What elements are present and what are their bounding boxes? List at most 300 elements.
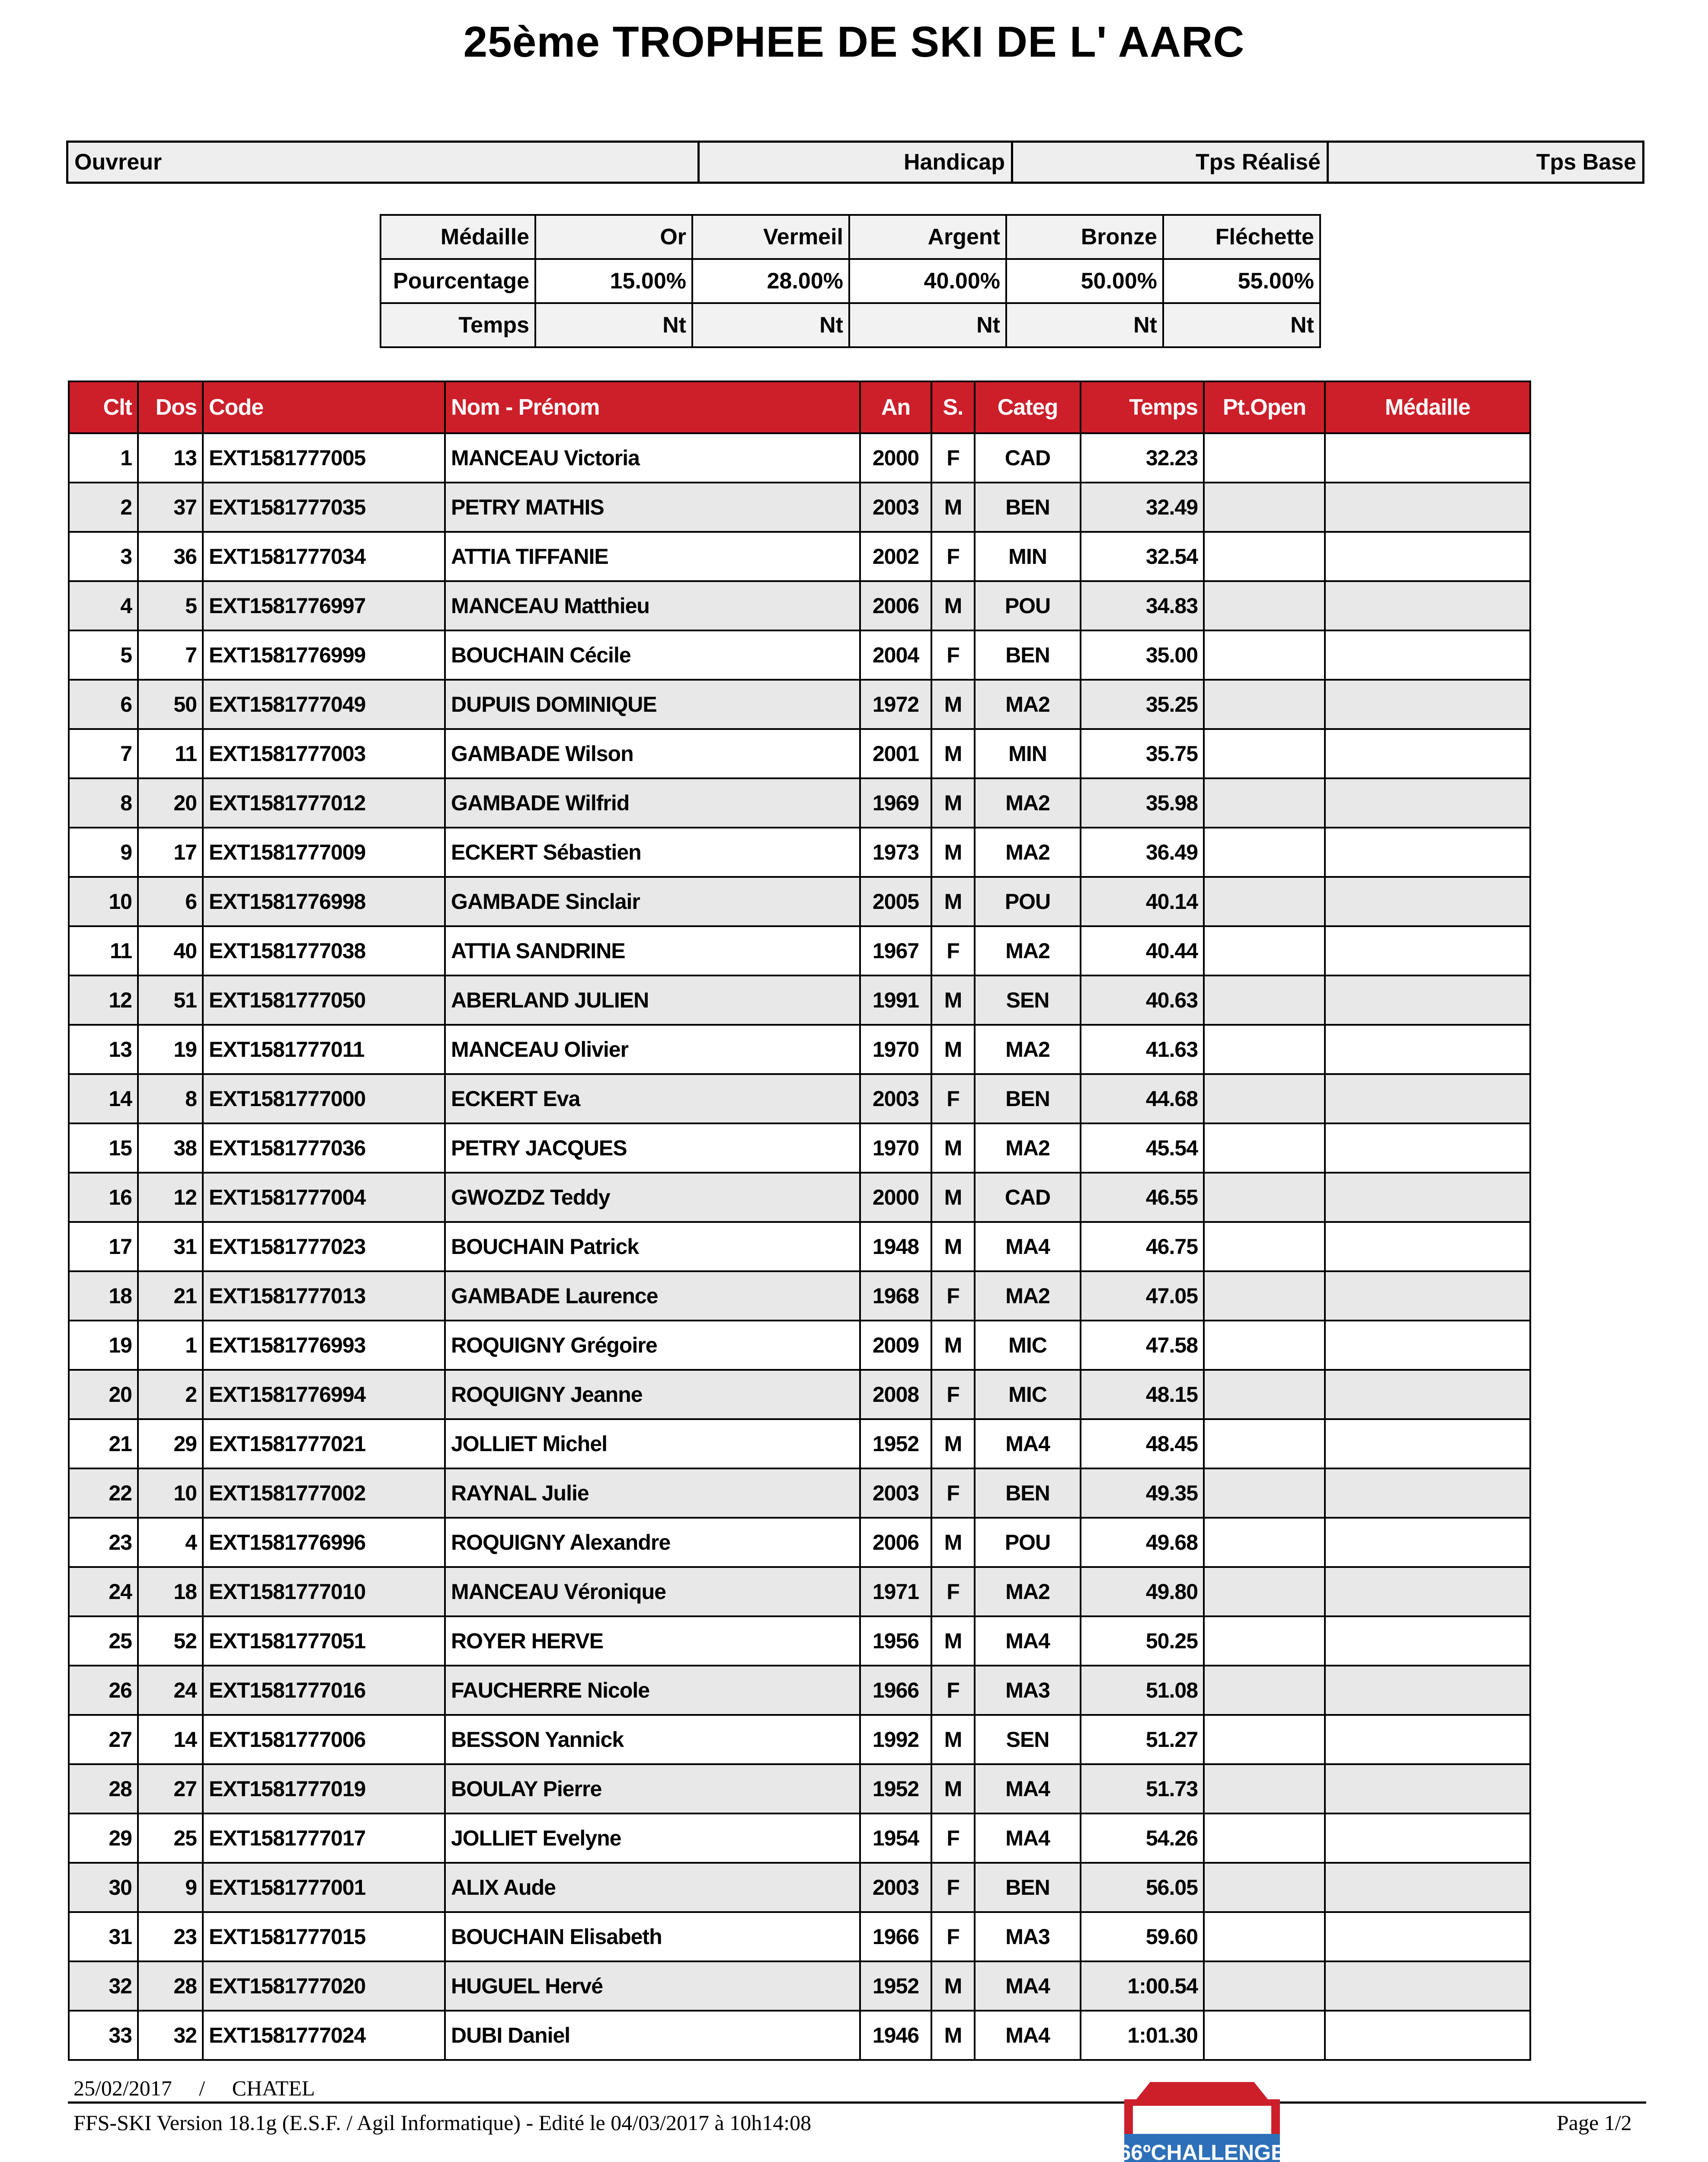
cell-sex: M [931,1764,975,1813]
cell-category: BEN [975,1863,1081,1912]
cell-name: GAMBADE Laurence [445,1271,860,1321]
cell-sex: F [931,532,975,581]
cell-clt: 10 [69,877,138,926]
medal-cell: Vermeil [692,215,849,259]
cell-medal [1325,630,1530,680]
cell-sex: M [931,828,975,877]
cell-year: 2001 [860,729,931,778]
cell-category: MIN [975,532,1081,581]
medal-cell: Nt [1163,303,1320,347]
cell-year: 1948 [860,1222,931,1271]
tps-base-label: Tps Base [1536,150,1636,175]
cell-category: MA2 [975,1123,1081,1173]
cell-pt-open [1204,1321,1325,1370]
cell-clt: 1 [69,433,138,483]
cell-clt: 26 [69,1666,138,1715]
cell-time: 1:00.54 [1081,1961,1204,2011]
cell-medal [1325,483,1530,532]
cell-pt-open [1204,1271,1325,1321]
cell-sex: M [931,1616,975,1666]
table-row [69,729,1530,778]
cell-pt-open [1204,581,1325,630]
challenge-logo [1098,2073,1306,2162]
cell-medal [1325,433,1530,483]
cell-category: MA3 [975,1912,1081,1961]
logo-banner [1133,2082,1271,2104]
cell-code: EXT1581777010 [203,1567,445,1616]
cell-name: MANCEAU Olivier [445,1025,860,1074]
cell-code: EXT1581776999 [203,630,445,680]
cell-category: MA2 [975,828,1081,877]
cell-time: 41.63 [1081,1025,1204,1074]
cell-name: ROQUIGNY Grégoire [445,1321,860,1370]
cell-clt: 29 [69,1813,138,1863]
cell-medal [1325,581,1530,630]
cell-category: MIC [975,1370,1081,1419]
cell-category: POU [975,581,1081,630]
cell-pt-open [1204,1074,1325,1123]
cell-dos: 11 [138,729,203,778]
cell-sex: F [931,1271,975,1321]
cell-year: 2005 [860,877,931,926]
cell-medal [1325,1863,1530,1912]
cell-year: 1968 [860,1271,931,1321]
cell-medal [1325,1271,1530,1321]
cell-time: 49.68 [1081,1518,1204,1567]
table-row [69,1271,1530,1321]
cell-sex: F [931,630,975,680]
cell-year: 1991 [860,975,931,1025]
cell-medal [1325,1518,1530,1567]
cell-name: BESSON Yannick [445,1715,860,1764]
cell-clt: 12 [69,975,138,1025]
cell-medal [1325,1666,1530,1715]
cell-sex: M [931,1025,975,1074]
cell-code: EXT1581776996 [203,1518,445,1567]
cell-dos: 25 [138,1813,203,1863]
cell-medal [1325,1025,1530,1074]
cell-dos: 37 [138,483,203,532]
table-row [69,1912,1530,1961]
cell-sex: M [931,1123,975,1173]
cell-time: 47.05 [1081,1271,1204,1321]
cell-dos: 8 [138,1074,203,1123]
table-row [69,1074,1530,1123]
cell-year: 2003 [860,1468,931,1518]
footer-version: FFS-SKI Version 18.1g (E.S.F. / Agil Informatique) - Edité le 04/03/2017 à 10h14:08 [74,2111,812,2135]
cell-time: 51.27 [1081,1715,1204,1764]
cell-name: FAUCHERRE Nicole [445,1666,860,1715]
cell-medal [1325,877,1530,926]
cell-name: ABERLAND JULIEN [445,975,860,1025]
cell-medal [1325,1419,1530,1468]
cell-year: 2003 [860,483,931,532]
cell-dos: 12 [138,1173,203,1222]
cell-name: GWOZDZ Teddy [445,1173,860,1222]
cell-dos: 18 [138,1567,203,1616]
ouvreur-bar [66,141,1644,184]
cell-year: 1971 [860,1567,931,1616]
cell-pt-open [1204,1419,1325,1468]
cell-medal [1325,1567,1530,1616]
cell-sex: M [931,975,975,1025]
cell-code: EXT1581776998 [203,877,445,926]
cell-clt: 14 [69,1074,138,1123]
cell-pt-open [1204,483,1325,532]
cell-medal [1325,1961,1530,2011]
cell-code: EXT1581777015 [203,1912,445,1961]
cell-name: BOULAY Pierre [445,1764,860,1813]
medal-cell: Pourcentage [381,259,535,303]
table-row [69,1961,1530,2011]
cell-year: 1970 [860,1123,931,1173]
medal-cell: Fléchette [1163,215,1320,259]
cell-year: 2000 [860,433,931,483]
cell-pt-open [1204,926,1325,975]
cell-category: MA2 [975,1025,1081,1074]
table-row [69,1321,1530,1370]
cell-dos: 28 [138,1961,203,2011]
cell-time: 45.54 [1081,1123,1204,1173]
table-row [69,828,1530,877]
cell-year: 2003 [860,1863,931,1912]
cell-name: BOUCHAIN Elisabeth [445,1912,860,1961]
cell-medal [1325,1370,1530,1419]
cell-clt: 28 [69,1764,138,1813]
cell-time: 48.45 [1081,1419,1204,1468]
footer-page-number: Page 1/2 [1557,2111,1632,2135]
cell-time: 35.00 [1081,630,1204,680]
cell-year: 1966 [860,1666,931,1715]
cell-category: MA2 [975,1567,1081,1616]
medal-cell: Nt [849,303,1006,347]
cell-sex: F [931,1468,975,1518]
cell-medal [1325,828,1530,877]
medal-cell: Nt [1006,303,1163,347]
column-header-sex: S. [931,381,975,433]
cell-category: MA4 [975,1764,1081,1813]
cell-year: 1970 [860,1025,931,1074]
cell-medal [1325,1222,1530,1271]
cell-name: GAMBADE Wilson [445,729,860,778]
cell-year: 1972 [860,680,931,729]
cell-code: EXT1581777006 [203,1715,445,1764]
column-header-dos: Dos [138,381,203,433]
cell-name: ROQUIGNY Jeanne [445,1370,860,1419]
cell-category: MA2 [975,926,1081,975]
cell-category: MA4 [975,1419,1081,1468]
table-row [69,975,1530,1025]
cell-time: 40.44 [1081,926,1204,975]
cell-time: 40.14 [1081,877,1204,926]
table-row [69,1666,1530,1715]
table-row [69,680,1530,729]
cell-category: MA4 [975,1222,1081,1271]
table-row [69,1025,1530,1074]
cell-name: PETRY JACQUES [445,1123,860,1173]
cell-name: MANCEAU Victoria [445,433,860,483]
cell-code: EXT1581777004 [203,1173,445,1222]
cell-dos: 21 [138,1271,203,1321]
cell-pt-open [1204,1468,1325,1518]
cell-sex: M [931,483,975,532]
cell-dos: 10 [138,1468,203,1518]
medal-cell: Argent [849,215,1006,259]
cell-name: GAMBADE Wilfrid [445,778,860,828]
medal-cell: Nt [535,303,692,347]
cell-sex: M [931,581,975,630]
cell-year: 2006 [860,1518,931,1567]
cell-dos: 32 [138,2011,203,2060]
cell-pt-open [1204,1616,1325,1666]
column-header-category: Categ [975,381,1081,433]
cell-year: 2009 [860,1321,931,1370]
cell-time: 48.15 [1081,1370,1204,1419]
cell-dos: 38 [138,1123,203,1173]
cell-category: SEN [975,975,1081,1025]
document-title: 25ème TROPHEE DE SKI DE L' AARC [463,18,1245,66]
cell-clt: 27 [69,1715,138,1764]
cell-sex: F [931,926,975,975]
cell-code: EXT1581777003 [203,729,445,778]
cell-dos: 40 [138,926,203,975]
cell-name: ROYER HERVE [445,1616,860,1666]
cell-code: EXT1581777009 [203,828,445,877]
cell-category: MA4 [975,2011,1081,2060]
cell-clt: 15 [69,1123,138,1173]
cell-sex: F [931,1863,975,1912]
cell-time: 44.68 [1081,1074,1204,1123]
cell-sex: F [931,1074,975,1123]
cell-time: 50.25 [1081,1616,1204,1666]
medal-header-row [381,215,1320,259]
cell-year: 2003 [860,1074,931,1123]
cell-dos: 52 [138,1616,203,1666]
cell-category: MA4 [975,1961,1081,2011]
table-row [69,630,1530,680]
table-row [69,1616,1530,1666]
column-header-clt: Clt [69,381,138,433]
cell-code: EXT1581777002 [203,1468,445,1518]
cell-pt-open [1204,778,1325,828]
cell-time: 35.98 [1081,778,1204,828]
cell-clt: 3 [69,532,138,581]
medal-cell: 15.00% [535,259,692,303]
cell-medal [1325,1123,1530,1173]
cell-sex: M [931,680,975,729]
table-row [69,2011,1530,2060]
cell-sex: M [931,1419,975,1468]
cell-category: CAD [975,433,1081,483]
cell-name: MANCEAU Véronique [445,1567,860,1616]
cell-clt: 17 [69,1222,138,1271]
footer-divider [68,2101,1646,2104]
cell-code: EXT1581777016 [203,1666,445,1715]
cell-time: 40.63 [1081,975,1204,1025]
cell-clt: 20 [69,1370,138,1419]
cell-clt: 31 [69,1912,138,1961]
cell-code: EXT1581777000 [203,1074,445,1123]
cell-pt-open [1204,729,1325,778]
cell-clt: 18 [69,1271,138,1321]
cell-code: EXT1581777017 [203,1813,445,1863]
table-row [69,1567,1530,1616]
cell-sex: F [931,1912,975,1961]
cell-pt-open [1204,680,1325,729]
cell-clt: 25 [69,1616,138,1666]
cell-code: EXT1581776994 [203,1370,445,1419]
cell-code: EXT1581777049 [203,680,445,729]
cell-dos: 14 [138,1715,203,1764]
medal-cell: 40.00% [849,259,1006,303]
cell-category: CAD [975,1173,1081,1222]
cell-code: EXT1581777036 [203,1123,445,1173]
cell-sex: M [931,1518,975,1567]
cell-sex: M [931,877,975,926]
results-body [69,433,1530,2060]
table-row [69,778,1530,828]
cell-pt-open [1204,877,1325,926]
cell-pt-open [1204,1173,1325,1222]
cell-category: MA3 [975,1666,1081,1715]
ouvreur-label: Ouvreur [68,143,700,182]
cell-sex: M [931,729,975,778]
cell-time: 1:01.30 [1081,2011,1204,2060]
medal-table [380,214,1321,348]
column-header-pt-open: Pt.Open [1204,381,1325,433]
cell-name: BOUCHAIN Cécile [445,630,860,680]
medal-cell: Médaille [381,215,535,259]
cell-time: 49.35 [1081,1468,1204,1518]
cell-medal [1325,1813,1530,1863]
logo-text-line1: 66ºCHALLENGE [1119,2140,1286,2162]
table-row [69,433,1530,483]
cell-time: 32.23 [1081,433,1204,483]
cell-medal [1325,532,1530,581]
column-header-year: An [860,381,931,433]
cell-pt-open [1204,828,1325,877]
cell-clt: 22 [69,1468,138,1518]
cell-year: 2008 [860,1370,931,1419]
cell-time: 35.75 [1081,729,1204,778]
cell-code: EXT1581777024 [203,2011,445,2060]
cell-category: MA4 [975,1616,1081,1666]
cell-time: 47.58 [1081,1321,1204,1370]
cell-clt: 13 [69,1025,138,1074]
cell-sex: F [931,1370,975,1419]
cell-clt: 33 [69,2011,138,2060]
cell-dos: 7 [138,630,203,680]
cell-clt: 2 [69,483,138,532]
handicap-label: Handicap [700,143,1013,182]
cell-sex: M [931,778,975,828]
cell-year: 1973 [860,828,931,877]
cell-sex: F [931,1813,975,1863]
cell-dos: 29 [138,1419,203,1468]
table-row [69,1419,1530,1468]
cell-name: JOLLIET Michel [445,1419,860,1468]
cell-name: ECKERT Eva [445,1074,860,1123]
cell-year: 1967 [860,926,931,975]
cell-time: 51.08 [1081,1666,1204,1715]
cell-year: 1966 [860,1912,931,1961]
cell-dos: 23 [138,1912,203,1961]
cell-code: EXT1581777051 [203,1616,445,1666]
cell-name: ATTIA TIFFANIE [445,532,860,581]
cell-dos: 4 [138,1518,203,1567]
cell-clt: 11 [69,926,138,975]
cell-name: RAYNAL Julie [445,1468,860,1518]
table-row [69,877,1530,926]
cell-medal [1325,680,1530,729]
cell-sex: M [931,2011,975,2060]
cell-pt-open [1204,1025,1325,1074]
cell-code: EXT1581777005 [203,433,445,483]
table-row [69,926,1530,975]
cell-category: MA2 [975,680,1081,729]
cell-category: BEN [975,630,1081,680]
cell-clt: 7 [69,729,138,778]
cell-name: GAMBADE Sinclair [445,877,860,926]
cell-sex: F [931,433,975,483]
cell-pt-open [1204,1518,1325,1567]
column-header-code: Code [203,381,445,433]
cell-code: EXT1581777034 [203,532,445,581]
cell-time: 32.54 [1081,532,1204,581]
cell-pt-open [1204,630,1325,680]
cell-dos: 24 [138,1666,203,1715]
cell-time: 49.80 [1081,1567,1204,1616]
cell-pt-open [1204,1912,1325,1961]
cell-medal [1325,1468,1530,1518]
cell-category: MA4 [975,1813,1081,1863]
cell-name: ATTIA SANDRINE [445,926,860,975]
cell-time: 46.75 [1081,1222,1204,1271]
cell-category: MIN [975,729,1081,778]
cell-code: EXT1581777019 [203,1764,445,1813]
cell-time: 59.60 [1081,1912,1204,1961]
cell-name: BOUCHAIN Patrick [445,1222,860,1271]
cell-name: ROQUIGNY Alexandre [445,1518,860,1567]
cell-clt: 16 [69,1173,138,1222]
table-row [69,1468,1530,1518]
medal-cell: Nt [692,303,849,347]
cell-medal [1325,1715,1530,1764]
cell-pt-open [1204,1567,1325,1616]
cell-medal [1325,926,1530,975]
cell-clt: 30 [69,1863,138,1912]
medal-cell: Temps [381,303,535,347]
cell-code: EXT1581777035 [203,483,445,532]
cell-clt: 24 [69,1567,138,1616]
table-row [69,1370,1530,1419]
cell-dos: 5 [138,581,203,630]
cell-medal [1325,1074,1530,1123]
cell-time: 54.26 [1081,1813,1204,1863]
cell-dos: 1 [138,1321,203,1370]
cell-pt-open [1204,1764,1325,1813]
cell-code: EXT1581777021 [203,1419,445,1468]
cell-name: MANCEAU Matthieu [445,581,860,630]
cell-medal [1325,1764,1530,1813]
table-row [69,1715,1530,1764]
cell-time: 35.25 [1081,680,1204,729]
cell-category: MA2 [975,1271,1081,1321]
cell-sex: M [931,1961,975,2011]
cell-clt: 32 [69,1961,138,2011]
table-row [69,1222,1530,1271]
cell-clt: 5 [69,630,138,680]
